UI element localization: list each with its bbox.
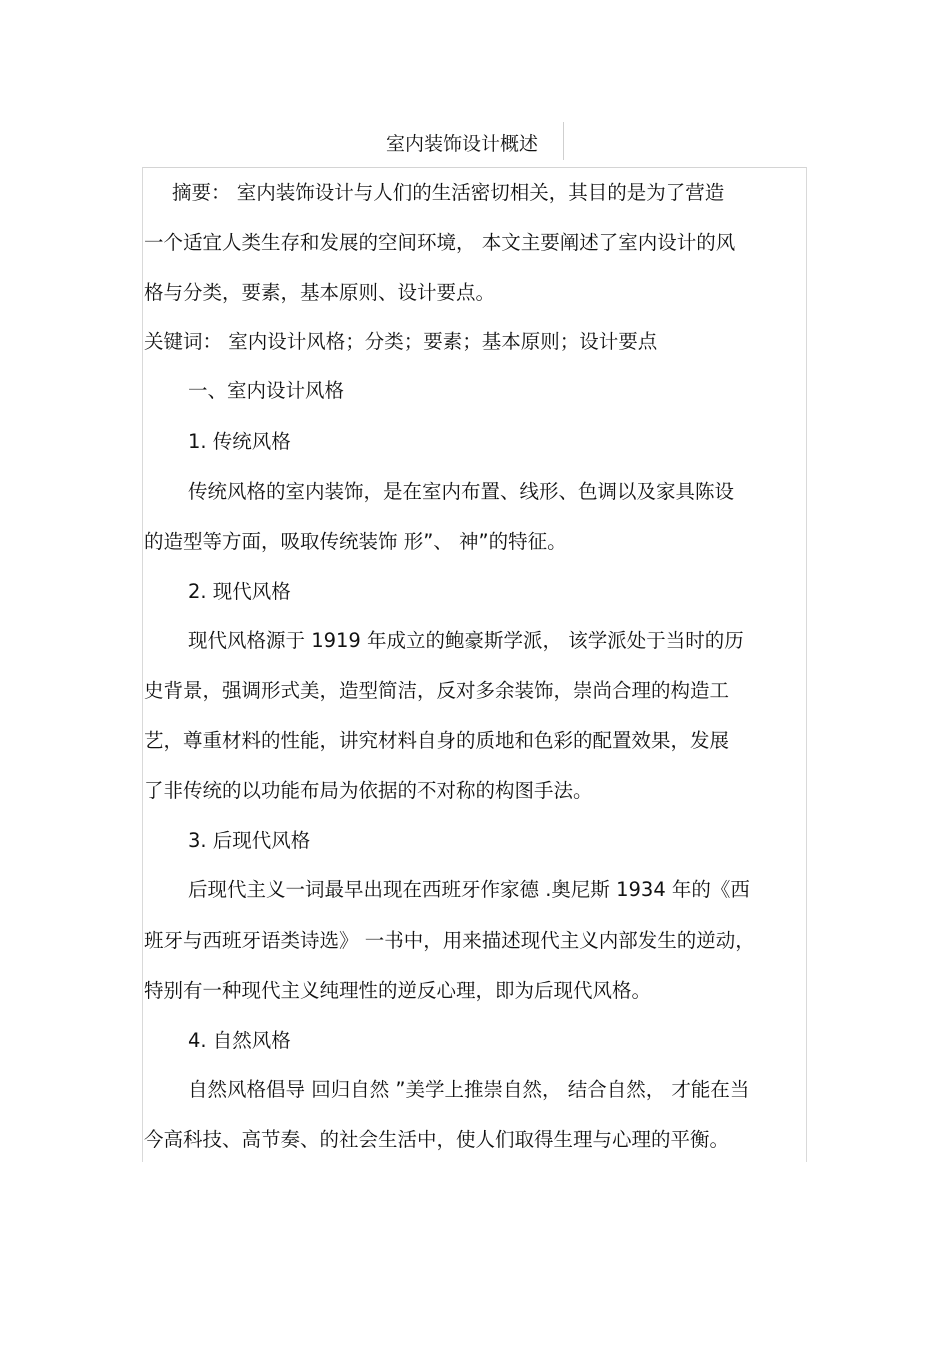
keywords-line: 关键词： 室内设计风格；分类；要素；基本原则；设计要点 <box>144 330 658 353</box>
postmodern-line-1: 后现代主义一词最早出现在西班牙作家德 .奥尼斯 1934 年的《西 <box>188 878 750 901</box>
natural-line-2: 今高科技、高节奏、的社会生活中，使人们取得生理与心理的平衡。 <box>144 1128 730 1151</box>
abstract-line-1: 摘要： 室内装饰设计与人们的生活密切相关，其目的是为了营造 <box>172 181 725 204</box>
abstract-line-2: 一个适宜人类生存和发展的空间环境， 本文主要阐述了室内设计的风 <box>144 231 736 254</box>
subheading-modern: 2. 现代风格 <box>188 580 291 603</box>
document-title: 室内装饰设计概述 <box>386 133 539 155</box>
modern-line-3: 艺，尊重材料的性能，讲究材料自身的质地和色彩的配置效果，发展 <box>144 729 730 752</box>
postmodern-line-3: 特别有一种现代主义纯理性的逆反心理，即为后现代风格。 <box>144 979 652 1002</box>
modern-line-2: 史背景，强调形式美，造型简洁，反对多余装饰，崇尚合理的构造工 <box>144 679 730 702</box>
abstract-line-3: 格与分类，要素，基本原则、设计要点。 <box>144 281 496 304</box>
title-divider <box>563 122 564 160</box>
content-frame <box>142 167 807 1162</box>
natural-line-1: 自然风格倡导 回归自然 ”美学上推崇自然， 结合自然， 才能在当 <box>188 1078 750 1101</box>
subheading-natural: 4. 自然风格 <box>188 1029 291 1052</box>
subheading-postmodern: 3. 后现代风格 <box>188 829 311 852</box>
section-heading: 一、室内设计风格 <box>188 379 345 402</box>
traditional-line-1: 传统风格的室内装饰，是在室内布置、线形、色调以及家具陈设 <box>188 480 735 503</box>
postmodern-line-2: 班牙与西班牙语类诗选》 一书中，用来描述现代主义内部发生的逆动， <box>144 929 755 952</box>
modern-line-1: 现代风格源于 1919 年成立的鲍豪斯学派， 该学派处于当时的历 <box>188 629 744 652</box>
subheading-traditional: 1. 传统风格 <box>188 430 291 453</box>
traditional-line-2: 的造型等方面，吸取传统装饰 形”、 神”的特征。 <box>144 530 567 553</box>
modern-line-4: 了非传统的以功能布局为依据的不对称的构图手法。 <box>144 779 593 802</box>
